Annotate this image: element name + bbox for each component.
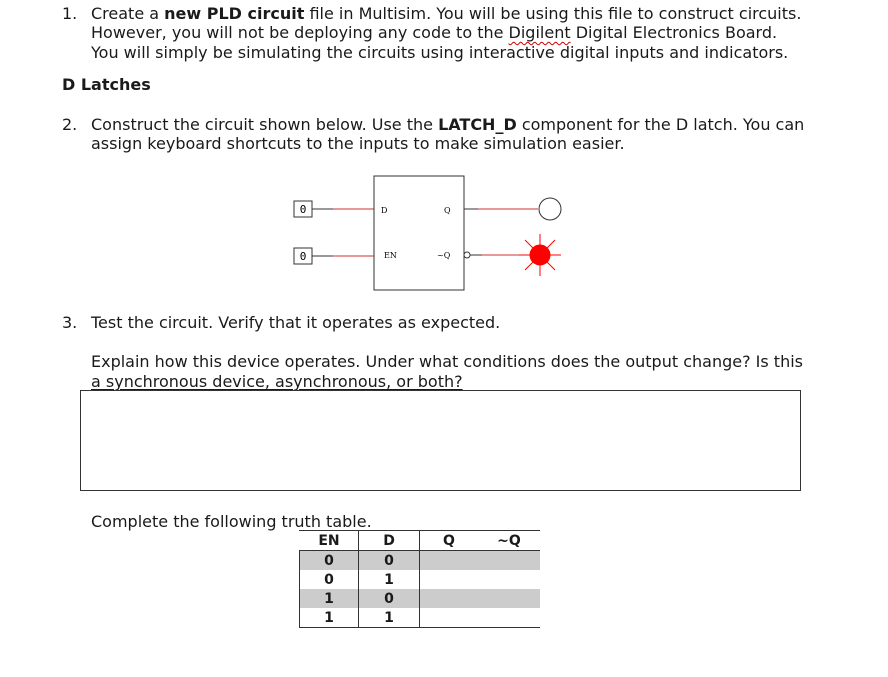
- cell-qn[interactable]: [478, 551, 540, 571]
- step2-emphasis: LATCH_D: [438, 115, 517, 134]
- table-row: [300, 551, 541, 571]
- step1-line1: Create a new PLD circuit file in Multisim. You will be using this file to construct circuits.: [91, 4, 802, 23]
- explain-line2: a synchronous device, asynchronous, or both?: [91, 372, 463, 391]
- pin-q-label: Q: [444, 206, 451, 215]
- step2-number: 2.: [62, 115, 78, 134]
- truth-table-intro: Complete the following truth table.: [91, 512, 372, 531]
- step1-line2: However, you will not be deploying any code to the Digilent Digital Electronics Board.: [91, 23, 778, 42]
- probe-qn-lamp: [530, 245, 550, 265]
- cell-q[interactable]: [420, 608, 479, 628]
- step2-line2: assign keyboard shortcuts to the inputs to make simulation easier.: [91, 134, 625, 153]
- probe-q-off: [539, 198, 561, 220]
- input-d-value: 0: [299, 203, 307, 216]
- table-row: [300, 608, 541, 628]
- header-d: D: [359, 531, 420, 551]
- spellcheck-word: Digilent: [508, 23, 571, 42]
- cell-qn[interactable]: [478, 570, 540, 589]
- d-latch-circuit: [280, 168, 600, 298]
- table-row: [300, 570, 541, 589]
- input-en-value: 0: [299, 250, 307, 263]
- cell-d: 0: [359, 551, 420, 571]
- step1-line3: You will simply be simulating the circuits using interactive digital inputs and indicators.: [91, 43, 789, 62]
- cell-en: 0: [300, 570, 359, 589]
- cell-qn[interactable]: [478, 589, 540, 608]
- header-en: EN: [300, 531, 359, 551]
- explain-line1: Explain how this device operates. Under what conditions does the output change? Is this: [91, 352, 803, 371]
- cell-q[interactable]: [420, 551, 479, 571]
- cell-en: 0: [300, 551, 359, 571]
- table-row: [300, 589, 541, 608]
- step1-emphasis: new PLD circuit: [164, 4, 305, 23]
- answer-text-box[interactable]: [80, 390, 801, 491]
- header-qn: ~Q: [478, 531, 540, 551]
- step1-number: 1.: [62, 4, 78, 23]
- step3-line1: Test the circuit. Verify that it operates as expected.: [91, 313, 501, 332]
- pin-d-label: D: [381, 206, 388, 215]
- step3-number: 3.: [62, 313, 78, 332]
- cell-d: 0: [359, 589, 420, 608]
- section-heading: D Latches: [62, 75, 151, 94]
- truth-table: [299, 530, 540, 628]
- cell-d: 1: [359, 608, 420, 628]
- step2-line1: Construct the circuit shown below. Use the LATCH_D component for the D latch. You can: [91, 115, 805, 134]
- cell-q[interactable]: [420, 589, 479, 608]
- header-q: Q: [420, 531, 479, 551]
- cell-qn[interactable]: [478, 608, 540, 628]
- inversion-bubble: [464, 252, 470, 258]
- latch-d-component[interactable]: [374, 176, 464, 290]
- pin-qn-label: ~Q: [437, 251, 451, 260]
- cell-en: 1: [300, 589, 359, 608]
- cell-en: 1: [300, 608, 359, 628]
- pin-en-label: EN: [384, 251, 397, 260]
- cell-d: 1: [359, 570, 420, 589]
- cell-q[interactable]: [420, 570, 479, 589]
